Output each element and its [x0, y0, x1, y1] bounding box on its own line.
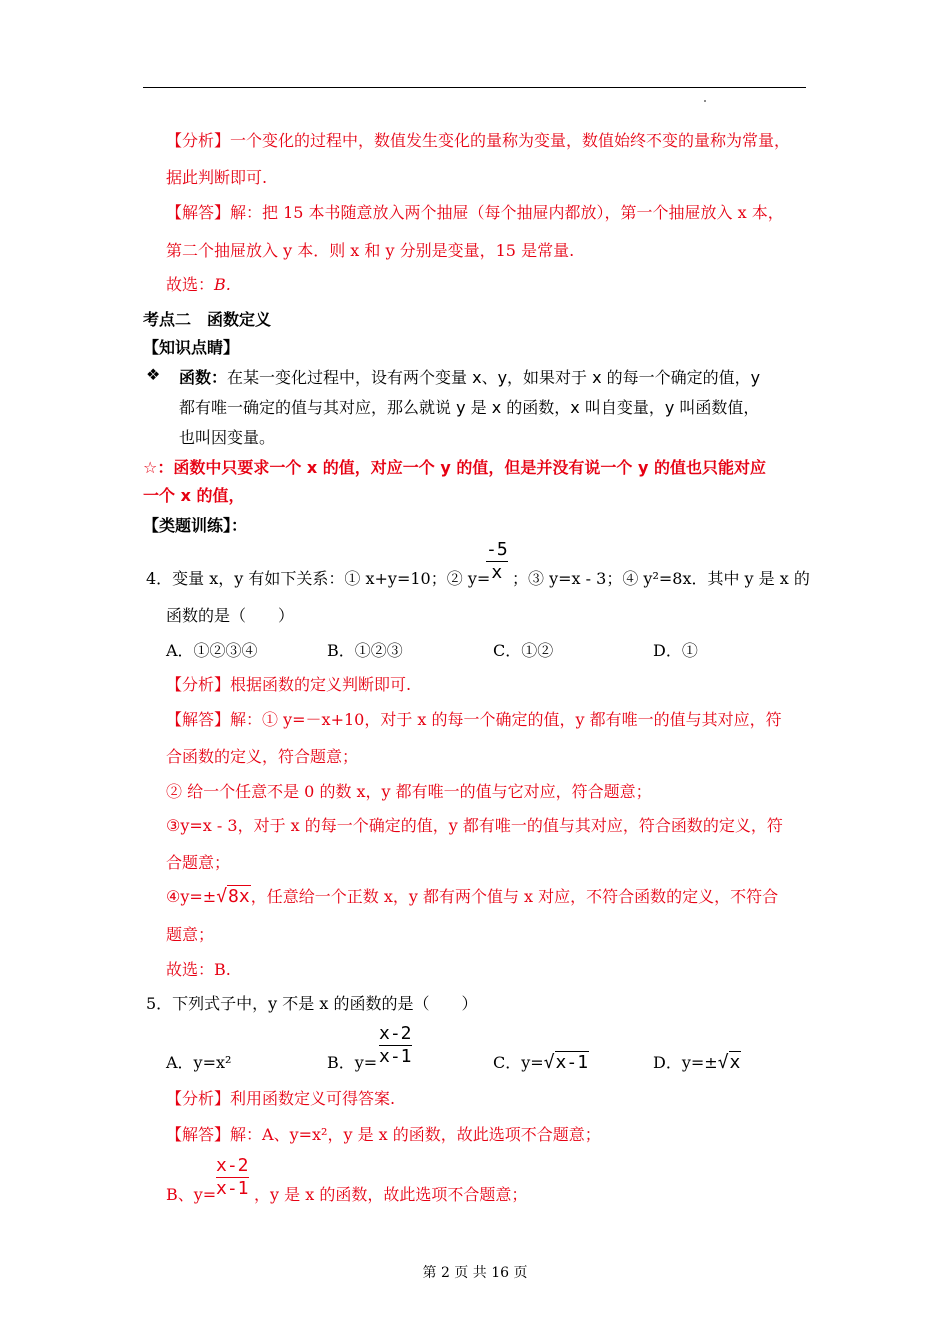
q4-option-d: D．①: [653, 641, 698, 660]
q4-answer-1a: 【解答】解：① y=－x+10，对于 x 的每一个确定的值，y 都有唯一的值与其对应，符: [166, 710, 782, 729]
q4-stem-a: 4．变量 x，y 有如下关系：① x+y=10；② y=: [146, 569, 491, 588]
q4-answer-2: ② 给一个任意不是 0 的数 x，y 都有唯一的值与它对应，符合题意；: [166, 782, 652, 801]
q5-option-a: A．y=x²: [166, 1053, 232, 1072]
knowledge-line-2: 都有唯一确定的值与其对应，那么就说 y 是 x 的函数，x 叫自变量，y 叫函数值，: [179, 398, 760, 417]
q4-analysis: 【分析】根据函数的定义判断即可.: [166, 675, 412, 694]
knowledge-line-3: 也叫因变量。: [179, 428, 276, 447]
q5-answer-b-fraction: x-2 x-1: [216, 1155, 249, 1199]
q4-fraction: -5 x: [486, 539, 508, 583]
q4-answer-3a: ③y=x - 3，对于 x 的每一个确定的值，y 都有唯一的值与其对应，符合函数的定义，符: [166, 816, 783, 835]
q5-stem: 5．下列式子中，y 不是 x 的函数的是（ ）: [146, 994, 478, 1013]
answer-line-1: 【解答】解：把 15 本书随意放入两个抽屉（每个抽屉内都放），第一个抽屉放入 x 本，: [166, 203, 784, 222]
answer-line-2: 第二个抽屉放入 y 本．则 x 和 y 分别是变量，15 是常量.: [166, 241, 575, 260]
section-title: 考点二 函数定义: [143, 310, 272, 329]
q5-option-c: C．y=√x-1: [493, 1052, 589, 1073]
q4-answer-4b: 题意；: [166, 925, 215, 944]
q4-answer-4: ④y=±√8x，任意给一个正数 x，y 都有两个值与 x 对应，不符合函数的定义，不符合: [166, 886, 779, 907]
q5-answer-b-text: ，y 是 x 的函数，故此选项不合题意；: [254, 1185, 528, 1204]
q5-answer-b-prefix: B、y=: [166, 1185, 217, 1204]
q4-answer-3b: 合题意；: [166, 853, 231, 872]
q5-answer-a: 【解答】解：A、y=x²，y 是 x 的函数，故此选项不合题意；: [166, 1125, 601, 1144]
header-dot: [704, 100, 706, 102]
analysis-line-1: 【分析】一个变化的过程中，数值发生变化的量称为变量，数值始终不变的量称为常量，: [166, 131, 791, 150]
header-rule: [143, 87, 806, 88]
q4-stem-c: 函数的是（ ）: [166, 606, 295, 625]
bullet-icon: ❖: [146, 365, 161, 384]
q5-option-b-fraction: x-2 x-1: [379, 1023, 412, 1067]
knowledge-heading: 【知识点睛】: [143, 338, 240, 357]
q4-option-b: B．①②③: [327, 641, 403, 660]
q4-answer-1b: 合函数的定义，符合题意；: [166, 747, 359, 766]
q4-stem-b: ；③ y=x - 3；④ y²=8x．其中 y 是 x 的: [512, 569, 810, 588]
page-footer: 第 2 页 共 16 页: [422, 1265, 528, 1281]
q4-choice: 故选：B.: [166, 960, 231, 979]
q4-option-c: C．①②: [493, 641, 554, 660]
note-line-2: 一个 x 的值，: [143, 486, 245, 505]
q4-option-a: A．①②③④: [166, 641, 258, 660]
note-line-1: ☆：函数中只要求一个 x 的值，对应一个 y 的值，但是并没有说一个 y 的值也只能对应: [143, 458, 766, 477]
knowledge-line-1: 函数：在某一变化过程中，设有两个变量 x、y，如果对于 x 的每一个确定的值，y: [179, 368, 761, 387]
q5-option-d: D．y=±√x: [653, 1052, 741, 1073]
q5-option-b-prefix: B．y=: [327, 1053, 378, 1072]
answer-choice: 故选：B.: [166, 275, 231, 294]
analysis-line-2: 据此判断即可.: [166, 168, 268, 187]
practice-heading: 【类题训练】：: [143, 516, 248, 535]
q5-analysis: 【分析】利用函数定义可得答案.: [166, 1089, 396, 1108]
